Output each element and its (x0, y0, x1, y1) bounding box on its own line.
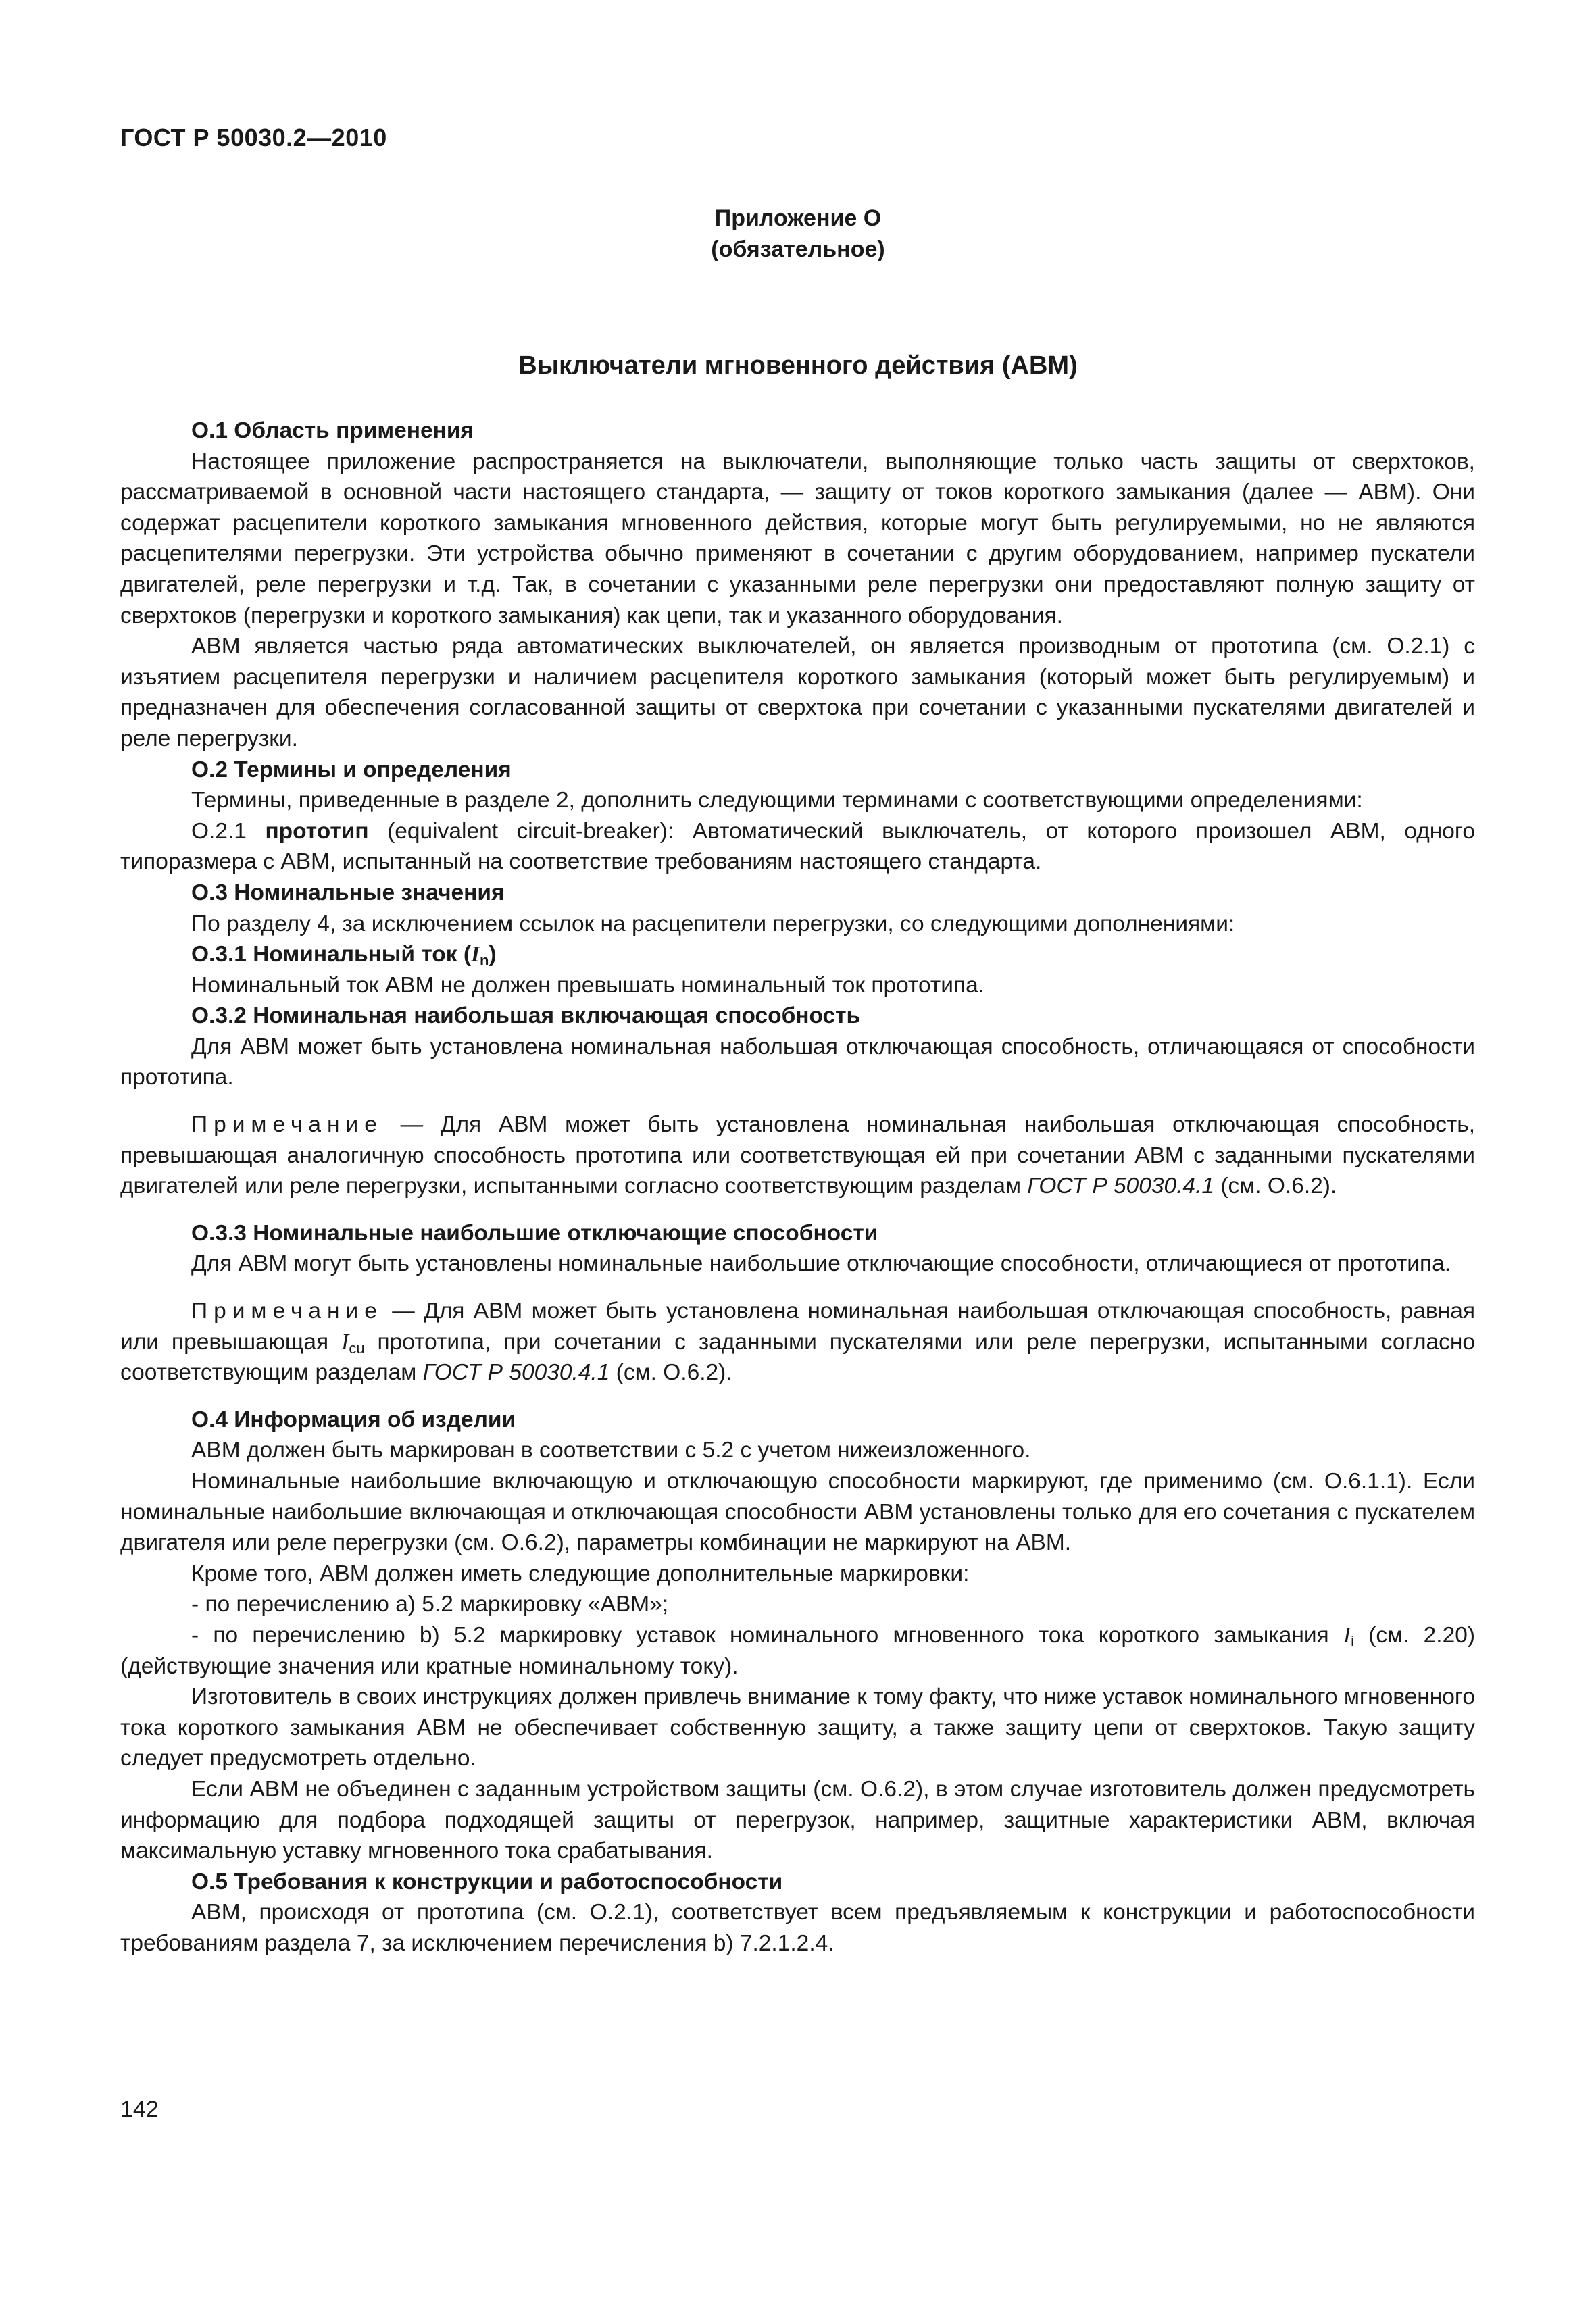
document-title: Выключатели мгновенного действия (АВМ) (518, 351, 1078, 380)
section-heading-o2: О.2 Термины и определения (191, 757, 512, 782)
section-heading-o3: О.3 Номинальные значения (191, 880, 505, 905)
subsection-heading-o31: О.3.1 Номинальный ток $(I_n)$ (191, 942, 497, 970)
standard-reference: ГОСТ Р 50030.4.1 (422, 1360, 610, 1386)
appendix-status: (обязательное) (711, 236, 885, 262)
spacer (120, 1093, 1475, 1109)
list-item: - по перечислению b) 5.2 маркировку уставок номинального мгновенного тока короткого замыкания $I_i$ (см. 2.20) (действующие значения или кратные номинальному току). (120, 1622, 1475, 1679)
list-item: - по перечислению а) 5.2 маркировку «АВМ»; (191, 1592, 669, 1617)
section-heading-o5: О.5 Требования к конструкции и работоспособности (191, 1869, 783, 1894)
paragraph: АВМ является частью ряда автоматических выключателей, он является производным от прототипа (см. О.2.1) с изъятием расцепителя перегрузки и наличием расцепителя короткого замыкания (который может быть регулируемым) и предназначен для обеспечения согласованной защиты от сверхтока при сочетании с указанными пускателями двигателей и реле перегрузки. (120, 634, 1475, 751)
page-number: 142 (120, 2096, 159, 2122)
symbol-i: I (341, 1329, 349, 1355)
paragraph: Если АВМ не объединен с заданным устройством защиты (см. О.6.2), в этом случае изготовитель должен предусмотреть информацию для подбора подходящей защиты от перегрузок, например, защитные характеристики АВМ, включая максимальную уставку мгновенного тока срабатывания. (120, 1776, 1475, 1864)
note-paragraph: Примечание — Для АВМ может быть установлена номинальная наибольшая отключающая способность, превышающая аналогичную способность прототипа или соответствующая ей при сочетании АВМ с заданными пускателями двигателей или реле перегрузки, испытанными согласно соответствующим разделам ГОСТ Р 50030.4.1 (см. О.6.2). (120, 1112, 1475, 1199)
paragraph: Номинальный ток АВМ не должен превышать номинальный ток прототипа. (191, 972, 985, 998)
subsection-heading-o33: О.3.3 Номинальные наибольшие отключающие способности (191, 1220, 878, 1246)
note-label: Примечание (191, 1299, 383, 1324)
standard-header: ГОСТ Р 50030.2—2010 (120, 124, 387, 151)
paragraph: Для АВМ могут быть установлены номинальные наибольшие отключающие способности, отличающиеся от прототипа. (191, 1251, 1451, 1277)
spacer (120, 1280, 1475, 1296)
paragraph: АВМ, происходя от прототипа (см. О.2.1), соответствует всем предъявляемым к конструкции и работоспособности требованиям раздела 7, за исключением перечисления b) 7.2.1.2.4. (120, 1900, 1475, 1956)
paragraph: Термины, приведенные в разделе 2, дополнить следующими терминами с соответствующими определениями: (191, 788, 1363, 813)
paragraph: По разделу 4, за исключением ссылок на расцепители перегрузки, со следующими дополнениями: (191, 911, 1235, 936)
appendix-heading (0, 203, 1596, 265)
section-heading-o4: О.4 Информация об изделии (191, 1407, 516, 1432)
paragraph: Номинальные наибольшие включающую и отключающую способности маркируют, где применимо (см. О.6.1.1). Если номинальные наибольшие включающая и отключающая способности АВМ установлены только для его сочетания с пускателем двигателя или реле перегрузки (см. О.6.2), параметры комбинации не маркируют на АВМ. (120, 1469, 1475, 1556)
definition-number: О.2.1 (191, 818, 247, 844)
paragraph: Кроме того, АВМ должен иметь следующие дополнительные маркировки: (191, 1561, 970, 1586)
symbol-i: I (1343, 1622, 1351, 1648)
spacer (120, 1202, 1475, 1218)
spacer (120, 1388, 1475, 1405)
subsection-heading-o32: О.3.2 Номинальная наибольшая включающая способность (191, 1003, 861, 1029)
paragraph: АВМ должен быть маркирован в соответствии с 5.2 с учетом нижеизложенного. (191, 1438, 1031, 1463)
note-label: Примечание (191, 1112, 383, 1138)
definition-term: прототип (265, 818, 369, 844)
appendix-title: Приложение О (714, 205, 882, 231)
paragraph: Для АВМ может быть установлена номинальная набольшая отключающая способность, отличающаяся от способности прототипа. (120, 1034, 1475, 1090)
section-heading-o1: О.1 Область применения (191, 418, 474, 443)
paragraph: Настоящее приложение распространяется на выключатели, выполняющие только часть защиты от сверхтоков, рассматриваемой в основной части настоящего стандарта, — защиту от токов короткого замыкания (далее — АВМ). Они содержат расцепители короткого замыкания мгновенного действия, которые могут быть регулируемыми, но не являются расцепителями перегрузки. Эти устройства обычно применяют в сочетании с другим оборудованием, например пускатели двигателей, реле перегрузки и т.д. Так, в сочетании с указанными реле перегрузки они предоставляют полную защиту от сверхтоков (перегрузки и короткого замыкания) как цепи, так и указанного оборудования. (120, 449, 1475, 628)
symbol-i: I (470, 942, 480, 967)
paragraph: Изготовитель в своих инструкциях должен привлечь внимание к тому факту, что ниже уставок номинального мгновенного тока короткого замыкания АВМ не обеспечивает собственную защиту, а также защиту цепи от сверхтоков. Такую защиту следует предусмотреть отдельно. (120, 1684, 1475, 1771)
document-body (120, 416, 1475, 1959)
note-paragraph: Примечание — Для АВМ может быть установлена номинальная наибольшая отключающая способность, равная или превышающая $I_{cu}$ прототипа, при сочетании с заданными пускателями или реле перегрузки, испытанными согласно соответствующим разделам ГОСТ Р 50030.4.1 (см. О.6.2). (120, 1299, 1476, 1386)
definition-text: (equivalent circuit-breaker): Автоматический выключатель, от которого произошел АВМ, одного типоразмера с АВМ, испытанный на соответствие требованиям настоящего стандарта. (120, 818, 1476, 875)
standard-reference: ГОСТ Р 50030.4.1 (1027, 1174, 1214, 1199)
definition-paragraph (120, 816, 1475, 878)
